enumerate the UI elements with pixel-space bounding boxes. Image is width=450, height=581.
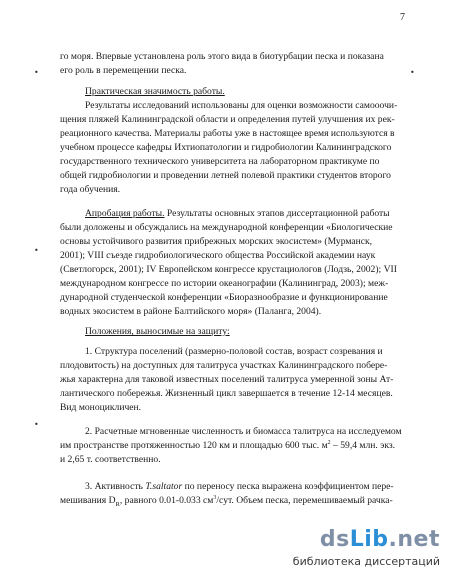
margin-mark: • <box>34 420 39 429</box>
text-line: и 2,65 т. соответственно. <box>60 454 161 465</box>
thesis-item-2 <box>60 425 412 467</box>
section-heading: Апробация работы. <box>85 208 165 219</box>
section-practical-significance <box>60 85 412 197</box>
text-line: его роль в перемещении песка. <box>60 65 187 76</box>
thesis-item-1 <box>60 345 412 415</box>
text-line: Результаты основных этапов диссертационной работы <box>164 208 390 219</box>
text-line: (Светлогорск, 2001); IV Европейском конгрессе крустациологов (Лодзь, 2002); VII <box>60 264 397 275</box>
text-line: 3. Активность <box>85 481 146 492</box>
section-theses <box>60 325 412 339</box>
superscript: 2 <box>327 439 331 446</box>
text-line: Вид моноцикличен. <box>60 402 142 413</box>
text-line: общей гидробиологии и проведении летней полевой практики студентов второго <box>60 170 391 181</box>
text-line: основы устойчивого развития прибрежных морских экосистем» (Мурманск, <box>60 236 373 247</box>
text-line: – 59,4 млн. экз. <box>330 440 396 451</box>
text-line: Результаты исследований использованы для оценки возможности самооочи- <box>85 100 398 111</box>
watermark-brand: dsLib.net <box>319 527 440 552</box>
text-line: /сут. Объем песка, перемешиваемый рачка- <box>216 495 393 506</box>
margin-mark: • <box>34 68 39 77</box>
text-line: по переносу песка выражена коэффициентом пере- <box>182 481 394 492</box>
text-line: года обучения. <box>60 184 121 195</box>
text-line: плодовитость) на доступных для талитруса участках Калининградского побере- <box>60 360 388 371</box>
text-line: им пространстве протяженностью 120 км и площадью 600 тыс. м <box>60 440 328 451</box>
text-line: 1. Структура поселений (размерно-половой состав, возраст созревания и <box>85 346 383 357</box>
section-heading: Положения, выносимые на защиту: <box>85 326 230 337</box>
species-name: T.saltator <box>145 481 183 492</box>
text-line: 2001); VIII съезде гидробиологического общества Российской академии наук <box>60 250 376 261</box>
subscript: R <box>115 500 120 508</box>
text-line: щения пляжей Калининградской области и определения путей улучшения их рек- <box>60 114 395 125</box>
text-line: учебном процессе кафедры Ихтиопатологии и гидробиологии Калининградского <box>60 142 392 153</box>
text-line: жья характерна для таковой известных поселений талитруса умеренной зоны Ат- <box>60 374 394 385</box>
margin-mark: • <box>410 68 415 77</box>
text-line: , равного 0.01-0.033 см <box>119 495 214 506</box>
margin-mark: • <box>34 246 39 255</box>
text-line: го моря. Впервые установлена роль этого вида в биотурбации песка и показана <box>60 51 384 62</box>
section-heading: Практическая значимость работы. <box>85 86 225 97</box>
text-line: лантического побережья. Жизненный цикл завершается в течение 12-14 месяцев. <box>60 388 393 399</box>
section-approbation <box>60 207 412 319</box>
watermark-logo[interactable] <box>280 527 440 575</box>
paragraph-intro <box>60 50 412 78</box>
text-line: были доложены и обсуждались на международной конференции «Биологические <box>60 222 393 233</box>
text-line: дународной студенческой конференции «Биоразнообразие и функционирование <box>60 292 388 303</box>
superscript: 3 <box>213 494 217 501</box>
thesis-item-3 <box>60 480 412 508</box>
page-number: 7 <box>400 12 405 23</box>
text-line: реационного качества. Материалы работы уже в настоящее время используются в <box>60 128 395 139</box>
text-line: государственного технического университета на лабораторном практикуме по <box>60 156 380 167</box>
text-line: 2. Расчетные мгновенные численность и биомасса талитруса на исследуемом <box>85 426 402 437</box>
text-line: международном конгрессе по истории океанографии (Калининград, 2003); меж- <box>60 278 389 289</box>
text-line: водных экосистем в районе Балтийского моря» (Паланга, 2004). <box>60 306 322 317</box>
text-line: мешивания D <box>60 495 116 506</box>
watermark-tagline: библиотека диссертаций <box>292 555 440 568</box>
